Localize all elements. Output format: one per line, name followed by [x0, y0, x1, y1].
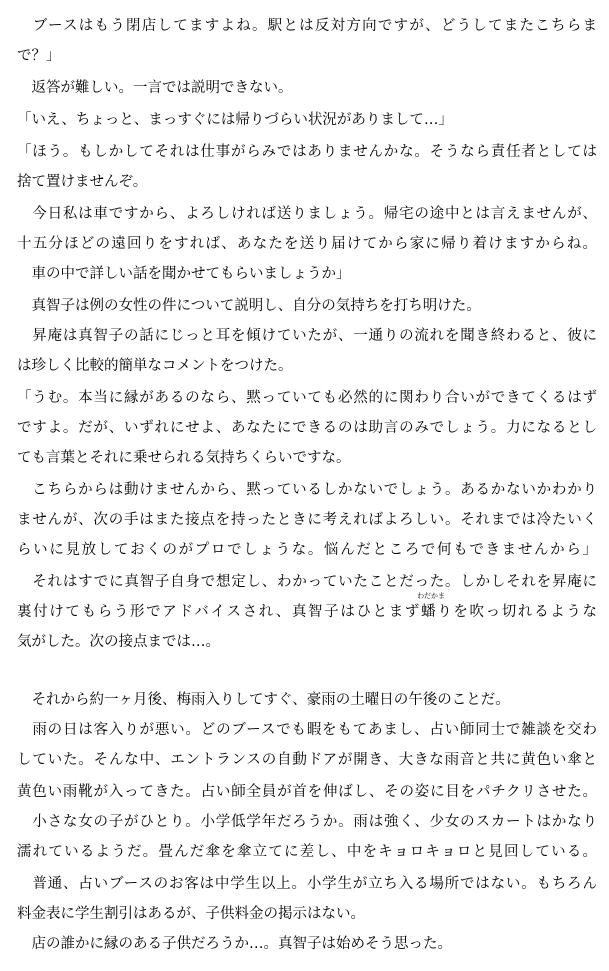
text-line: 「うむ。本当に縁があるのなら、黙っていても必然的に関わり合いができてくるはず	[17, 390, 597, 406]
text-line: 車の中で詳しい話を聞かせてもらいましょうか」	[17, 266, 351, 282]
text-line: 小さな女の子がひとり。小学低学年だろうか。雨は強く、少女のスカートはかなり	[17, 814, 597, 830]
ruby-line-after: りを吹っ切れるような	[435, 604, 598, 620]
text-line: 返答が難しい。一言では説明できない。	[17, 80, 293, 96]
text-line: ブースはもう閉店してますよね。駅とは反対方向ですが、どうしてまたこちらま	[17, 18, 597, 34]
text-line-with-ruby	[17, 592, 598, 622]
text-line: 昇庵は真智子の話にじっと耳を傾けていたが、一通りの流れを聞き終わると、彼に	[17, 328, 597, 344]
text-line: 真智子は例の女性の件について説明し、自分の気持ちを打ち明けた。	[17, 298, 481, 314]
text-line: 黄色い雨靴が入ってきた。占い師全員が首を伸ばし、その姿に目をパチクリさせた。	[17, 784, 597, 800]
text-line: 「ほう。もしかしてそれは仕事がらみではありませんかな。そうなら責任者としては	[17, 144, 597, 160]
text-line: 捨て置けませんぞ。	[17, 174, 148, 190]
text-line: ても言葉とそれに乗せられる気持ちくらいですな。	[17, 450, 351, 466]
ruby-base	[417, 592, 446, 622]
text-line: 料金表に学生割引はあるが、子供料金の掲示はない。	[17, 906, 365, 922]
ruby-base-text: 蟠	[421, 604, 436, 620]
text-line: それから約一ヶ月後、梅雨入りしてすぐ、豪雨の土曜日の午後のことだ。	[17, 692, 510, 708]
text-line: らいに見放しておくのがプロでしょうな。悩んだところで何もできませんから」	[17, 542, 597, 558]
text-line: 気がした。次の接点までは…。	[17, 634, 220, 650]
ruby-annotation: わだかま	[417, 592, 446, 600]
text-line: 今日私は車ですから、よろしければ送りましょう。帰宅の途中とは言えませんが、	[17, 206, 597, 222]
text-line: していた。そんな中、エントランスの自動ドアが開き、大きな雨音と共に黄色い傘と	[17, 752, 597, 768]
text-line: で？」	[17, 48, 61, 64]
text-line: は珍しく比較的簡単なコメントをつけた。	[17, 358, 293, 374]
text-line: 雨の日は客入りが悪い。どのブースでも暇をもてあまし、占い師同士で雑談を交わ	[17, 722, 597, 738]
text-line: それはすでに真智子自身で想定し、わかっていたことだった。しかしそれを昇庵に	[17, 574, 597, 590]
text-line: ですよ。だが、いずれにせよ、あなたにできるのは助言のみでしょう。力になるとし	[17, 420, 597, 436]
text-line: 濡れているようだ。畳んだ傘を傘立てに差し、中をキョロキョロと見回している。	[17, 844, 597, 860]
text-line: 「いえ、ちょっと、まっすぐには帰りづらい状況がありまして…」	[17, 112, 453, 128]
text-line: こちらからは動けませんから、黙っているしかないでしょう。あるかないかわかり	[17, 482, 597, 498]
ruby-line-before: 裏付けてもらう形でアドバイスされ、真智子はひとまず	[17, 604, 422, 620]
text-line: ませんが、次の手はまた接点を持ったときに考えればよろしい。それまでは冷たいく	[17, 512, 597, 528]
text-line: 店の誰かに縁のある子供だろうか…。真智子は始めそう思った。	[17, 936, 452, 952]
text-line: 十五分ほどの遠回りをすれば、あなたを送り届けてから家に帰り着けますからね。	[17, 236, 597, 252]
text-line: 普通、占いブースのお客は中学生以上。小学生が立ち入る場所ではない。もちろん	[17, 876, 597, 892]
